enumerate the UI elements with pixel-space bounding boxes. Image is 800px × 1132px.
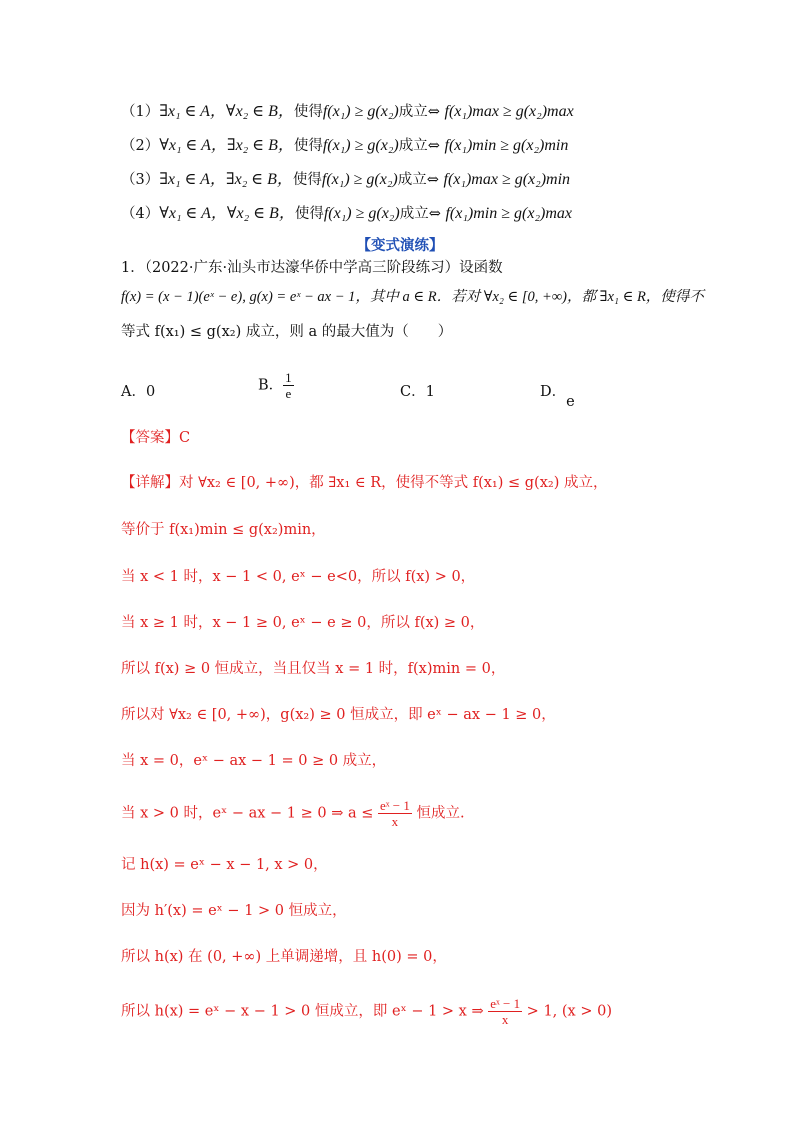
option-c[interactable]: C．1 xyxy=(400,384,435,400)
option-d[interactable]: D．e xyxy=(540,384,575,410)
solution-line-8: 当 x > 0 时，eˣ − ax − 1 ≥ 0 ⇒ a ≤ $\frac{\text{eˣ − 1}}{x}$ 恒成立. xyxy=(121,798,465,829)
condition-3: （3）∃x₁ ∈ A，∃x₂ ∈ B，使得f(x₁) ≥ g(x₂)成立⇔ f(x₁)max ≥ g(x₂)min xyxy=(121,171,571,188)
problem-question: 等式 f(x₁) ≤ g(x₂) 成立，则 a 的最大值为（ ） xyxy=(121,324,453,340)
option-b-fraction: $\frac{1}{e}$ xyxy=(285,370,292,401)
solution-line-7: 当 x = 0，eˣ − ax − 1 = 0 ≥ 0 成立， xyxy=(121,753,387,769)
solution-fraction-1: $\frac{\text{eˣ − 1}}{x}$ xyxy=(379,798,410,829)
answer: 【答案】C xyxy=(121,430,191,446)
solution-line-9: 记 h(x) = eˣ − x − 1, x > 0， xyxy=(121,857,328,873)
problem-source: 1．（2022·广东·汕头市达濠华侨中学高三阶段练习）设函数 xyxy=(121,260,503,276)
solution-line-11: 所以 h(x) 在 (0, +∞) 上单调递增，且 h(0) = 0， xyxy=(121,949,447,965)
solution-line-3: 当 x < 1 时，x − 1 < 0, eˣ − e<0，所以 f(x) > 0， xyxy=(121,569,476,585)
solution-fraction-2: $\frac{\text{eˣ − 1}}{x}$ xyxy=(490,996,521,1027)
option-b[interactable]: B． $\frac{1}{e}$ xyxy=(258,370,292,401)
condition-4: （4）∀x₁ ∈ A，∀x₂ ∈ B，使得f(x₁) ≥ g(x₂)成立⇔ f(x₁)min ≥ g(x₂)max xyxy=(121,205,572,222)
condition-2: （2）∀x₁ ∈ A，∃x₂ ∈ B，使得f(x₁) ≥ g(x₂)成立⇔ f(x₁)min ≥ g(x₂)min xyxy=(121,137,569,154)
section-title: 【变式演练】 xyxy=(356,237,444,254)
solution-line-4: 当 x ≥ 1 时，x − 1 ≥ 0, eˣ − e ≥ 0，所以 f(x) ≥ 0， xyxy=(121,615,485,631)
solution-line-10: 因为 h′(x) = eˣ − 1 > 0 恒成立， xyxy=(121,903,347,919)
solution-line-2: 等价于 f(x₁)min ≤ g(x₂)min， xyxy=(121,522,326,538)
solution-line-5: 所以 f(x) ≥ 0 恒成立，当且仅当 x = 1 时，f(x)min = 0， xyxy=(121,661,506,677)
problem-functions: f(x) = (x − 1)(eˣ − e), g(x) = eˣ − ax − 1，其中 a ∈ R．若对 ∀x₂ ∈ [0, +∞)，都 ∃x₁ ∈ R，使得不 xyxy=(121,289,704,305)
condition-1: （1）∃x₁ ∈ A，∀x₂ ∈ B，使得f(x₁) ≥ g(x₂)成立⇔ f(x₁)max ≥ g(x₂)max xyxy=(121,103,574,120)
option-a[interactable]: A．0 xyxy=(121,384,156,400)
solution-line-1: 【详解】对 ∀x₂ ∈ [0, +∞)，都 ∃x₁ ∈ R，使得不等式 f(x₁) ≤ g(x₂) 成立， xyxy=(121,475,608,491)
solution-line-12: 所以 h(x) = eˣ − x − 1 > 0 恒成立，即 eˣ − 1 > x ⇒ $\frac{\text{eˣ − 1}}{x}$ > 1, (x > 0) xyxy=(121,996,612,1027)
solution-line-6: 所以对 ∀x₂ ∈ [0, +∞)，g(x₂) ≥ 0 恒成立，即 eˣ − ax − 1 ≥ 0， xyxy=(121,707,556,723)
